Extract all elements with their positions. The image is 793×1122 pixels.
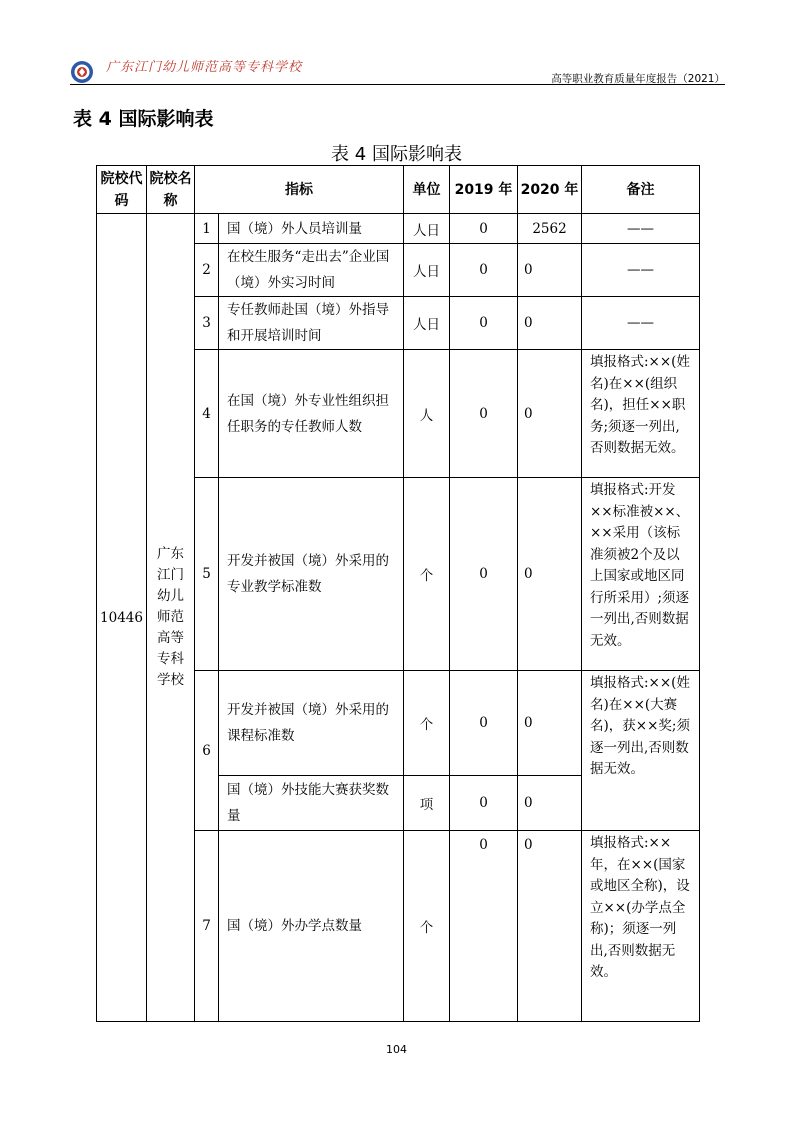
value-2019-cell: 0 (450, 776, 518, 831)
unit-cell: 项 (404, 776, 450, 831)
value-2020-cell: 0 (518, 244, 582, 297)
header-school-name: 院校名称 (147, 166, 195, 214)
value-2019-cell: 0 (450, 244, 518, 297)
indicator-cell: 专任教师赴国（境）外指导和开展培训时间 (219, 297, 404, 350)
header-unit: 单位 (404, 166, 450, 214)
indicator-cell: 国（境）外办学点数量 (219, 831, 404, 1022)
row-number: 2 (195, 244, 219, 297)
value-2020-cell: 2562 (518, 214, 582, 244)
row-number: 7 (195, 831, 219, 1022)
indicator-cell: 开发并被国（境）外采用的课程标准数 (219, 671, 404, 776)
table-row (97, 214, 700, 244)
section-heading: 表 4 国际影响表 (73, 108, 214, 130)
remark-cell: —— (582, 214, 700, 244)
header-remark: 备注 (582, 166, 700, 214)
remark-cell: 填报格式:××(姓名)在××(组织名)，担任××职务;须逐一列出,否则数据无效。 (582, 350, 700, 478)
remark-cell: 填报格式:××年，在××(国家或地区全称)，设立××(办学点全称)；须逐一列出,否则数据无效。 (582, 831, 700, 1022)
school-code-cell: 10446 (97, 214, 147, 1022)
indicator-cell: 开发并被国（境）外采用的专业教学标准数 (219, 478, 404, 671)
row-number: 4 (195, 350, 219, 478)
value-2020-cell: 0 (518, 297, 582, 350)
unit-cell: 人日 (404, 244, 450, 297)
value-2020-cell: 0 (518, 776, 582, 831)
page-header (70, 50, 725, 86)
header-2020: 2020 年 (518, 166, 582, 214)
indicator-cell: 国（境）外技能大赛获奖数量 (219, 776, 404, 831)
unit-cell: 个 (404, 831, 450, 1022)
unit-cell: 个 (404, 671, 450, 776)
value-2019-cell: 0 (450, 214, 518, 244)
indicator-cell: 在校生服务“走出去”企业国（境）外实习时间 (219, 244, 404, 297)
remark-cell: —— (582, 244, 700, 297)
international-influence-table (96, 165, 700, 1022)
table-header-row (97, 166, 700, 214)
value-2019-cell: 0 (450, 297, 518, 350)
remark-cell: 填报格式:××(姓名)在××(大赛名)，获××奖;须逐一列出,否则数据无效。 (582, 671, 700, 831)
page-number: 104 (386, 1043, 407, 1056)
unit-cell: 人日 (404, 297, 450, 350)
header-indicator: 指标 (195, 166, 404, 214)
unit-cell: 个 (404, 478, 450, 671)
value-2020-cell: 0 (518, 831, 582, 1022)
value-2020-cell: 0 (518, 478, 582, 671)
row-number: 3 (195, 297, 219, 350)
indicator-cell: 国（境）外人员培训量 (219, 214, 404, 244)
row-number: 5 (195, 478, 219, 671)
row-number: 1 (195, 214, 219, 244)
value-2019-cell: 0 (450, 831, 518, 1022)
value-2019-cell: 0 (450, 350, 518, 478)
header-school-code: 院校代码 (97, 166, 147, 214)
indicator-cell: 在国（境）外专业性组织担任职务的专任教师人数 (219, 350, 404, 478)
value-2019-cell: 0 (450, 478, 518, 671)
remark-cell: —— (582, 297, 700, 350)
unit-cell: 人 (404, 350, 450, 478)
header-2019: 2019 年 (450, 166, 518, 214)
report-title: 高等职业教育质量年度报告（2021） (551, 73, 725, 85)
value-2020-cell: 0 (518, 671, 582, 776)
table-caption: 表 4 国际影响表 (331, 144, 462, 165)
value-2019-cell: 0 (450, 671, 518, 776)
school-name-script: 广东江门幼儿师范高等专科学校 (106, 60, 303, 75)
school-name-cell: 广东江门幼儿师范高等专科学校 (147, 214, 195, 1022)
value-2020-cell: 0 (518, 350, 582, 478)
school-logo-icon (70, 60, 94, 84)
remark-cell: 填报格式:开发××标准被××、××采用（该标准须被2个及以上国家或地区同行所采用）;须逐一列出,否则数据无效。 (582, 478, 700, 671)
header-divider (70, 84, 725, 85)
row-number: 6 (195, 671, 219, 831)
unit-cell: 人日 (404, 214, 450, 244)
